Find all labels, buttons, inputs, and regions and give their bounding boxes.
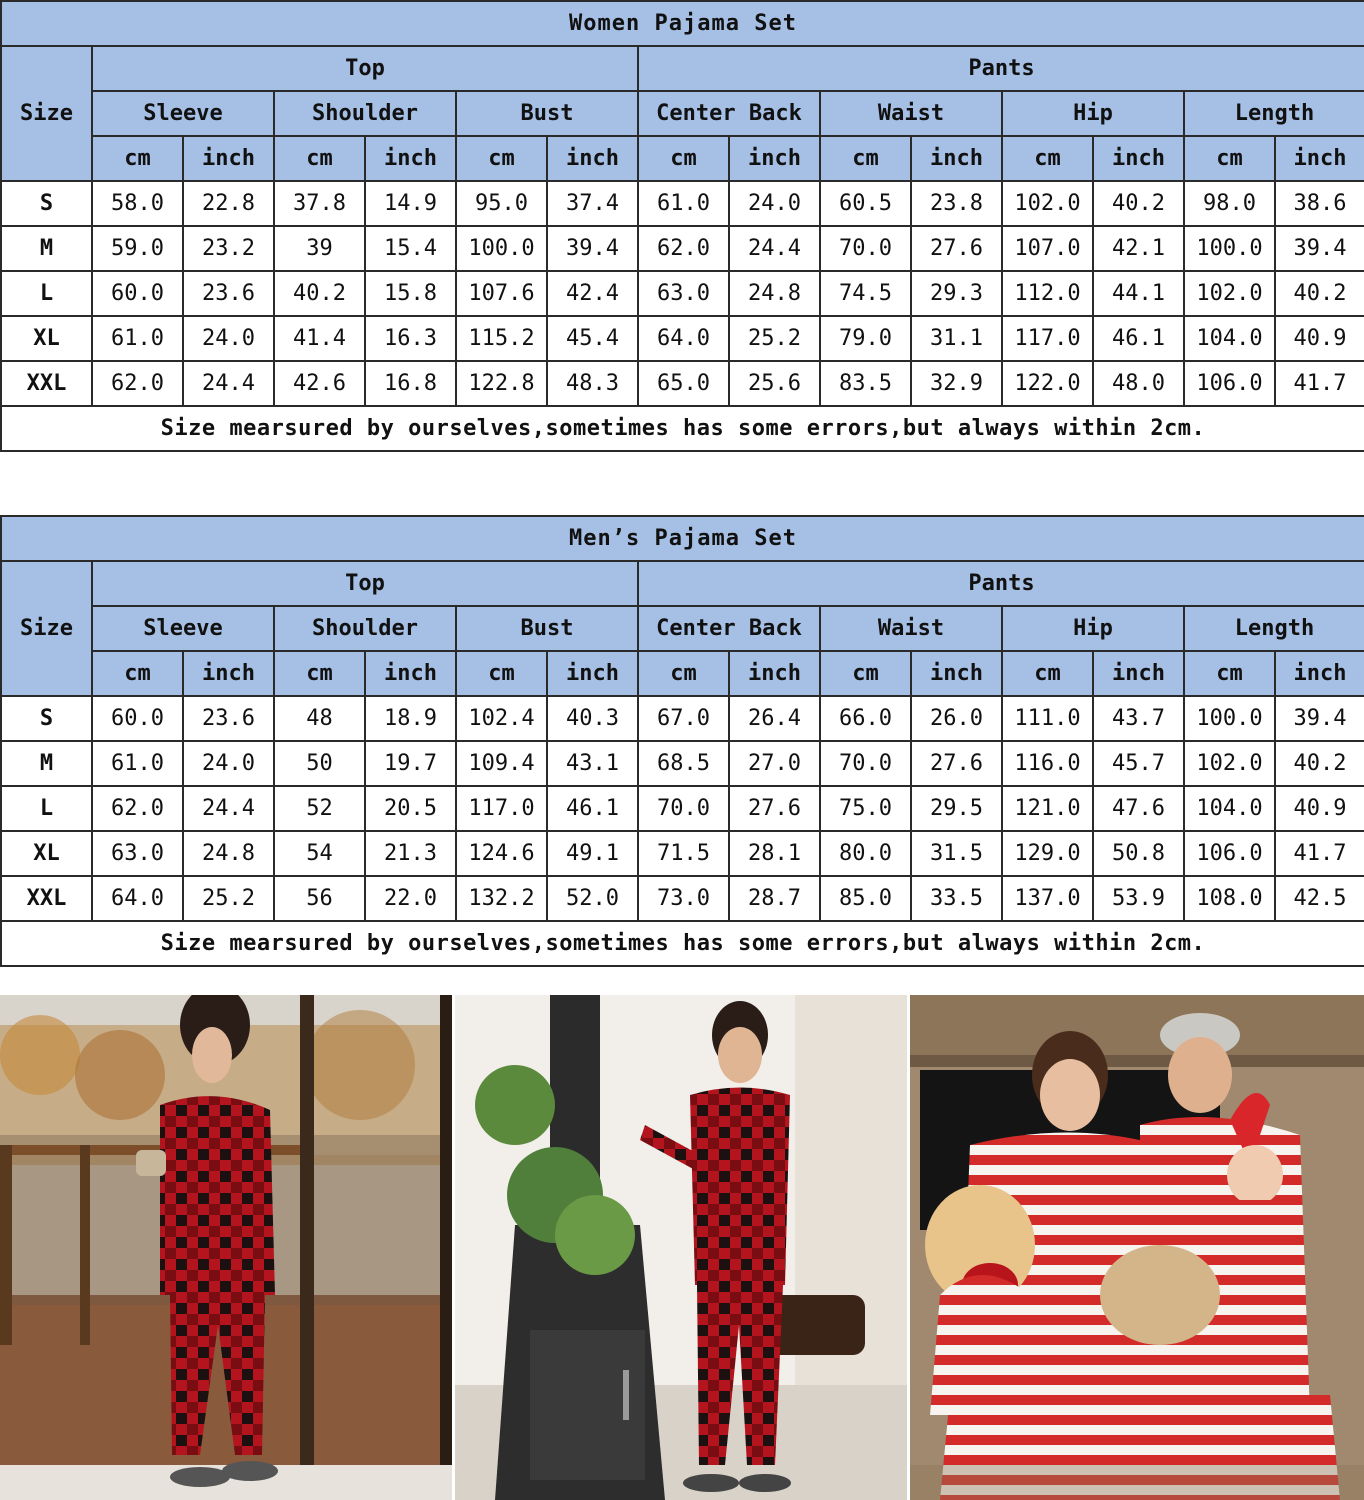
measurement-cell: 38.6 [1275,181,1364,226]
measurement-cell: 122.0 [1002,361,1093,406]
measurement-cell: 66.0 [820,696,911,741]
measurement-cell: 63.0 [638,271,729,316]
measurement-cell: 46.1 [547,786,638,831]
measurement-cell: 74.5 [820,271,911,316]
measurement-cell: 24.4 [183,786,274,831]
measurement-cell: 24.8 [729,271,820,316]
measurement-cell: 95.0 [456,181,547,226]
measurement-cell: 32.9 [911,361,1002,406]
measurement-cell: 48.3 [547,361,638,406]
measure-header-row [1,91,1364,136]
measurement-cell: 48 [274,696,365,741]
measurement-cell: 70.0 [820,226,911,271]
measurement-cell: 24.0 [183,316,274,361]
unit-cm-header: cm [1002,651,1093,696]
measurement-cell: 85.0 [820,876,911,921]
measurement-cell: 65.0 [638,361,729,406]
measurement-cell: 64.0 [92,876,183,921]
measurement-cell: 28.7 [729,876,820,921]
measurement-cell: 24.0 [183,741,274,786]
measurement-cell: 29.5 [911,786,1002,831]
measurement-cell: 71.5 [638,831,729,876]
unit-cm-header: cm [1184,136,1275,181]
measurement-cell: 112.0 [1002,271,1093,316]
measurement-cell: 79.0 [820,316,911,361]
measurement-cell: 59.0 [92,226,183,271]
top-group-header: Top [92,561,638,606]
unit-header-row [1,651,1364,696]
bust-header: Bust [456,91,638,136]
unit-header-row [1,136,1364,181]
measurement-cell: 75.0 [820,786,911,831]
size-row [1,831,1364,876]
measurement-cell: 42.1 [1093,226,1184,271]
measurement-cell: 25.6 [729,361,820,406]
measurement-cell: 46.1 [1093,316,1184,361]
size-label: XL [1,316,92,361]
unit-inch-header: inch [183,136,274,181]
measurement-cell: 45.7 [1093,741,1184,786]
unit-cm-header: cm [1002,136,1093,181]
sleeve-header: Sleeve [92,606,274,651]
measurement-cell: 27.6 [729,786,820,831]
measurement-cell: 22.8 [183,181,274,226]
size-row [1,741,1364,786]
unit-inch-header: inch [365,651,456,696]
size-row [1,876,1364,921]
measurement-cell: 67.0 [638,696,729,741]
measurement-cell: 106.0 [1184,831,1275,876]
measurement-cell: 27.6 [911,226,1002,271]
measurement-cell: 14.9 [365,181,456,226]
measurement-cell: 24.8 [183,831,274,876]
measurement-cell: 58.0 [92,181,183,226]
center-back-header: Center Back [638,606,820,651]
measurement-cell: 43.1 [547,741,638,786]
measurement-cell: 64.0 [638,316,729,361]
measurement-cell: 70.0 [820,741,911,786]
size-row [1,181,1364,226]
measurement-cell: 68.5 [638,741,729,786]
measurement-cell: 26.0 [911,696,1002,741]
measurement-cell: 56 [274,876,365,921]
size-label: M [1,741,92,786]
unit-inch-header: inch [729,136,820,181]
shoulder-header: Shoulder [274,91,456,136]
unit-cm-header: cm [274,651,365,696]
measurement-cell: 102.0 [1184,741,1275,786]
measurement-cell: 61.0 [92,316,183,361]
unit-inch-header: inch [1275,136,1364,181]
size-column-header: Size [1,46,92,181]
unit-cm-header: cm [820,651,911,696]
measurement-cell: 25.2 [183,876,274,921]
measurement-cell: 22.0 [365,876,456,921]
measurement-cell: 45.4 [547,316,638,361]
measurement-cell: 47.6 [1093,786,1184,831]
measurement-cell: 61.0 [92,741,183,786]
measurement-cell: 15.4 [365,226,456,271]
unit-inch-header: inch [911,651,1002,696]
measurement-cell: 40.2 [1275,741,1364,786]
size-row [1,271,1364,316]
measurement-cell: 98.0 [1184,181,1275,226]
size-column-header: Size [1,561,92,696]
measurement-cell: 60.0 [92,696,183,741]
measurement-cell: 24.4 [183,361,274,406]
measurement-cell: 107.0 [1002,226,1093,271]
measurement-cell: 19.7 [365,741,456,786]
measurement-cell: 107.6 [456,271,547,316]
measurement-cell: 42.6 [274,361,365,406]
measurement-cell: 102.0 [1184,271,1275,316]
measurement-cell: 24.4 [729,226,820,271]
measurement-cell: 39.4 [1275,696,1364,741]
measurement-cell: 42.4 [547,271,638,316]
measurement-cell: 25.2 [729,316,820,361]
measurement-cell: 115.2 [456,316,547,361]
measurement-cell: 100.0 [1184,226,1275,271]
measurement-cell: 41.7 [1275,831,1364,876]
unit-inch-header: inch [547,651,638,696]
table-title: Men’s Pajama Set [1,516,1364,561]
measurement-cell: 102.4 [456,696,547,741]
shoulder-header: Shoulder [274,606,456,651]
measurement-cell: 28.1 [729,831,820,876]
measurement-cell: 48.0 [1093,361,1184,406]
size-label: XXL [1,361,92,406]
unit-inch-header: inch [183,651,274,696]
waist-header: Waist [820,91,1002,136]
size-row [1,226,1364,271]
unit-cm-header: cm [456,136,547,181]
measurement-cell: 39.4 [1275,226,1364,271]
measurement-note: Size mearsured by ourselves,sometimes has some errors,but always within 2cm. [1,406,1364,451]
measurement-cell: 50.8 [1093,831,1184,876]
measurement-cell: 117.0 [456,786,547,831]
measurement-cell: 41.7 [1275,361,1364,406]
measurement-cell: 16.3 [365,316,456,361]
measurement-cell: 37.4 [547,181,638,226]
unit-inch-header: inch [1093,651,1184,696]
product-photos [0,995,1364,1500]
unit-cm-header: cm [456,651,547,696]
sleeve-header: Sleeve [92,91,274,136]
measurement-cell: 20.5 [365,786,456,831]
size-row [1,696,1364,741]
measurement-cell: 109.4 [456,741,547,786]
pants-group-header: Pants [638,561,1364,606]
measurement-cell: 23.6 [183,696,274,741]
measurement-cell: 42.5 [1275,876,1364,921]
measurement-cell: 62.0 [92,361,183,406]
measurement-cell: 104.0 [1184,316,1275,361]
size-label: S [1,181,92,226]
unit-inch-header: inch [1093,136,1184,181]
hip-header: Hip [1002,91,1184,136]
women-size-table [0,0,1364,452]
measurement-cell: 61.0 [638,181,729,226]
measurement-cell: 54 [274,831,365,876]
unit-cm-header: cm [638,136,729,181]
measurement-cell: 52 [274,786,365,831]
measurement-cell: 24.0 [729,181,820,226]
measurement-note: Size mearsured by ourselves,sometimes has some errors,but always within 2cm. [1,921,1364,966]
pants-group-header: Pants [638,46,1364,91]
measurement-cell: 18.9 [365,696,456,741]
measurement-cell: 73.0 [638,876,729,921]
table-title: Women Pajama Set [1,1,1364,46]
measurement-cell: 44.1 [1093,271,1184,316]
measurement-cell: 40.9 [1275,316,1364,361]
measurement-cell: 100.0 [456,226,547,271]
center-back-header: Center Back [638,91,820,136]
photo-man-plaid [455,995,907,1500]
measurement-cell: 31.1 [911,316,1002,361]
measurement-cell: 23.2 [183,226,274,271]
measurement-cell: 50 [274,741,365,786]
length-header: Length [1184,91,1364,136]
unit-inch-header: inch [365,136,456,181]
measurement-cell: 60.0 [92,271,183,316]
measurement-cell: 40.3 [547,696,638,741]
measurement-cell: 60.5 [820,181,911,226]
measurement-cell: 116.0 [1002,741,1093,786]
measurement-cell: 124.6 [456,831,547,876]
measurement-cell: 29.3 [911,271,1002,316]
measurement-cell: 23.8 [911,181,1002,226]
measurement-cell: 100.0 [1184,696,1275,741]
size-row [1,786,1364,831]
measurement-cell: 39 [274,226,365,271]
measure-header-row [1,606,1364,651]
bust-header: Bust [456,606,638,651]
measurement-cell: 122.8 [456,361,547,406]
measurement-cell: 137.0 [1002,876,1093,921]
unit-inch-header: inch [729,651,820,696]
measurement-cell: 53.9 [1093,876,1184,921]
size-row [1,316,1364,361]
measurement-cell: 62.0 [638,226,729,271]
measurement-cell: 37.8 [274,181,365,226]
measurement-cell: 102.0 [1002,181,1093,226]
measurement-cell: 121.0 [1002,786,1093,831]
measurement-cell: 132.2 [456,876,547,921]
measurement-cell: 63.0 [92,831,183,876]
unit-cm-header: cm [1184,651,1275,696]
measurement-cell: 83.5 [820,361,911,406]
unit-cm-header: cm [92,651,183,696]
unit-cm-header: cm [638,651,729,696]
photo-woman-plaid [0,995,452,1500]
photo-family-stripes [910,995,1364,1500]
size-label: S [1,696,92,741]
size-label: L [1,271,92,316]
measurement-cell: 23.6 [183,271,274,316]
measurement-cell: 117.0 [1002,316,1093,361]
measurement-cell: 104.0 [1184,786,1275,831]
size-label: M [1,226,92,271]
measurement-cell: 40.2 [1275,271,1364,316]
unit-cm-header: cm [820,136,911,181]
unit-cm-header: cm [274,136,365,181]
measurement-cell: 40.2 [1093,181,1184,226]
length-header: Length [1184,606,1364,651]
measurement-cell: 80.0 [820,831,911,876]
unit-inch-header: inch [911,136,1002,181]
size-row [1,361,1364,406]
measurement-cell: 62.0 [92,786,183,831]
measurement-cell: 41.4 [274,316,365,361]
measurement-cell: 70.0 [638,786,729,831]
waist-header: Waist [820,606,1002,651]
men-size-table [0,515,1364,967]
measurement-cell: 43.7 [1093,696,1184,741]
unit-inch-header: inch [547,136,638,181]
measurement-cell: 21.3 [365,831,456,876]
size-label: XXL [1,876,92,921]
hip-header: Hip [1002,606,1184,651]
measurement-cell: 49.1 [547,831,638,876]
measurement-cell: 106.0 [1184,361,1275,406]
size-label: XL [1,831,92,876]
unit-inch-header: inch [1275,651,1364,696]
measurement-cell: 26.4 [729,696,820,741]
size-label: L [1,786,92,831]
measurement-cell: 27.6 [911,741,1002,786]
measurement-cell: 40.2 [274,271,365,316]
unit-cm-header: cm [92,136,183,181]
measurement-cell: 33.5 [911,876,1002,921]
measurement-cell: 111.0 [1002,696,1093,741]
men-size-chart [0,515,1364,967]
measurement-cell: 52.0 [547,876,638,921]
measurement-cell: 16.8 [365,361,456,406]
measurement-cell: 39.4 [547,226,638,271]
measurement-cell: 27.0 [729,741,820,786]
top-group-header: Top [92,46,638,91]
measurement-cell: 108.0 [1184,876,1275,921]
measurement-cell: 15.8 [365,271,456,316]
measurement-cell: 31.5 [911,831,1002,876]
women-size-chart [0,0,1364,452]
measurement-cell: 40.9 [1275,786,1364,831]
measurement-cell: 129.0 [1002,831,1093,876]
